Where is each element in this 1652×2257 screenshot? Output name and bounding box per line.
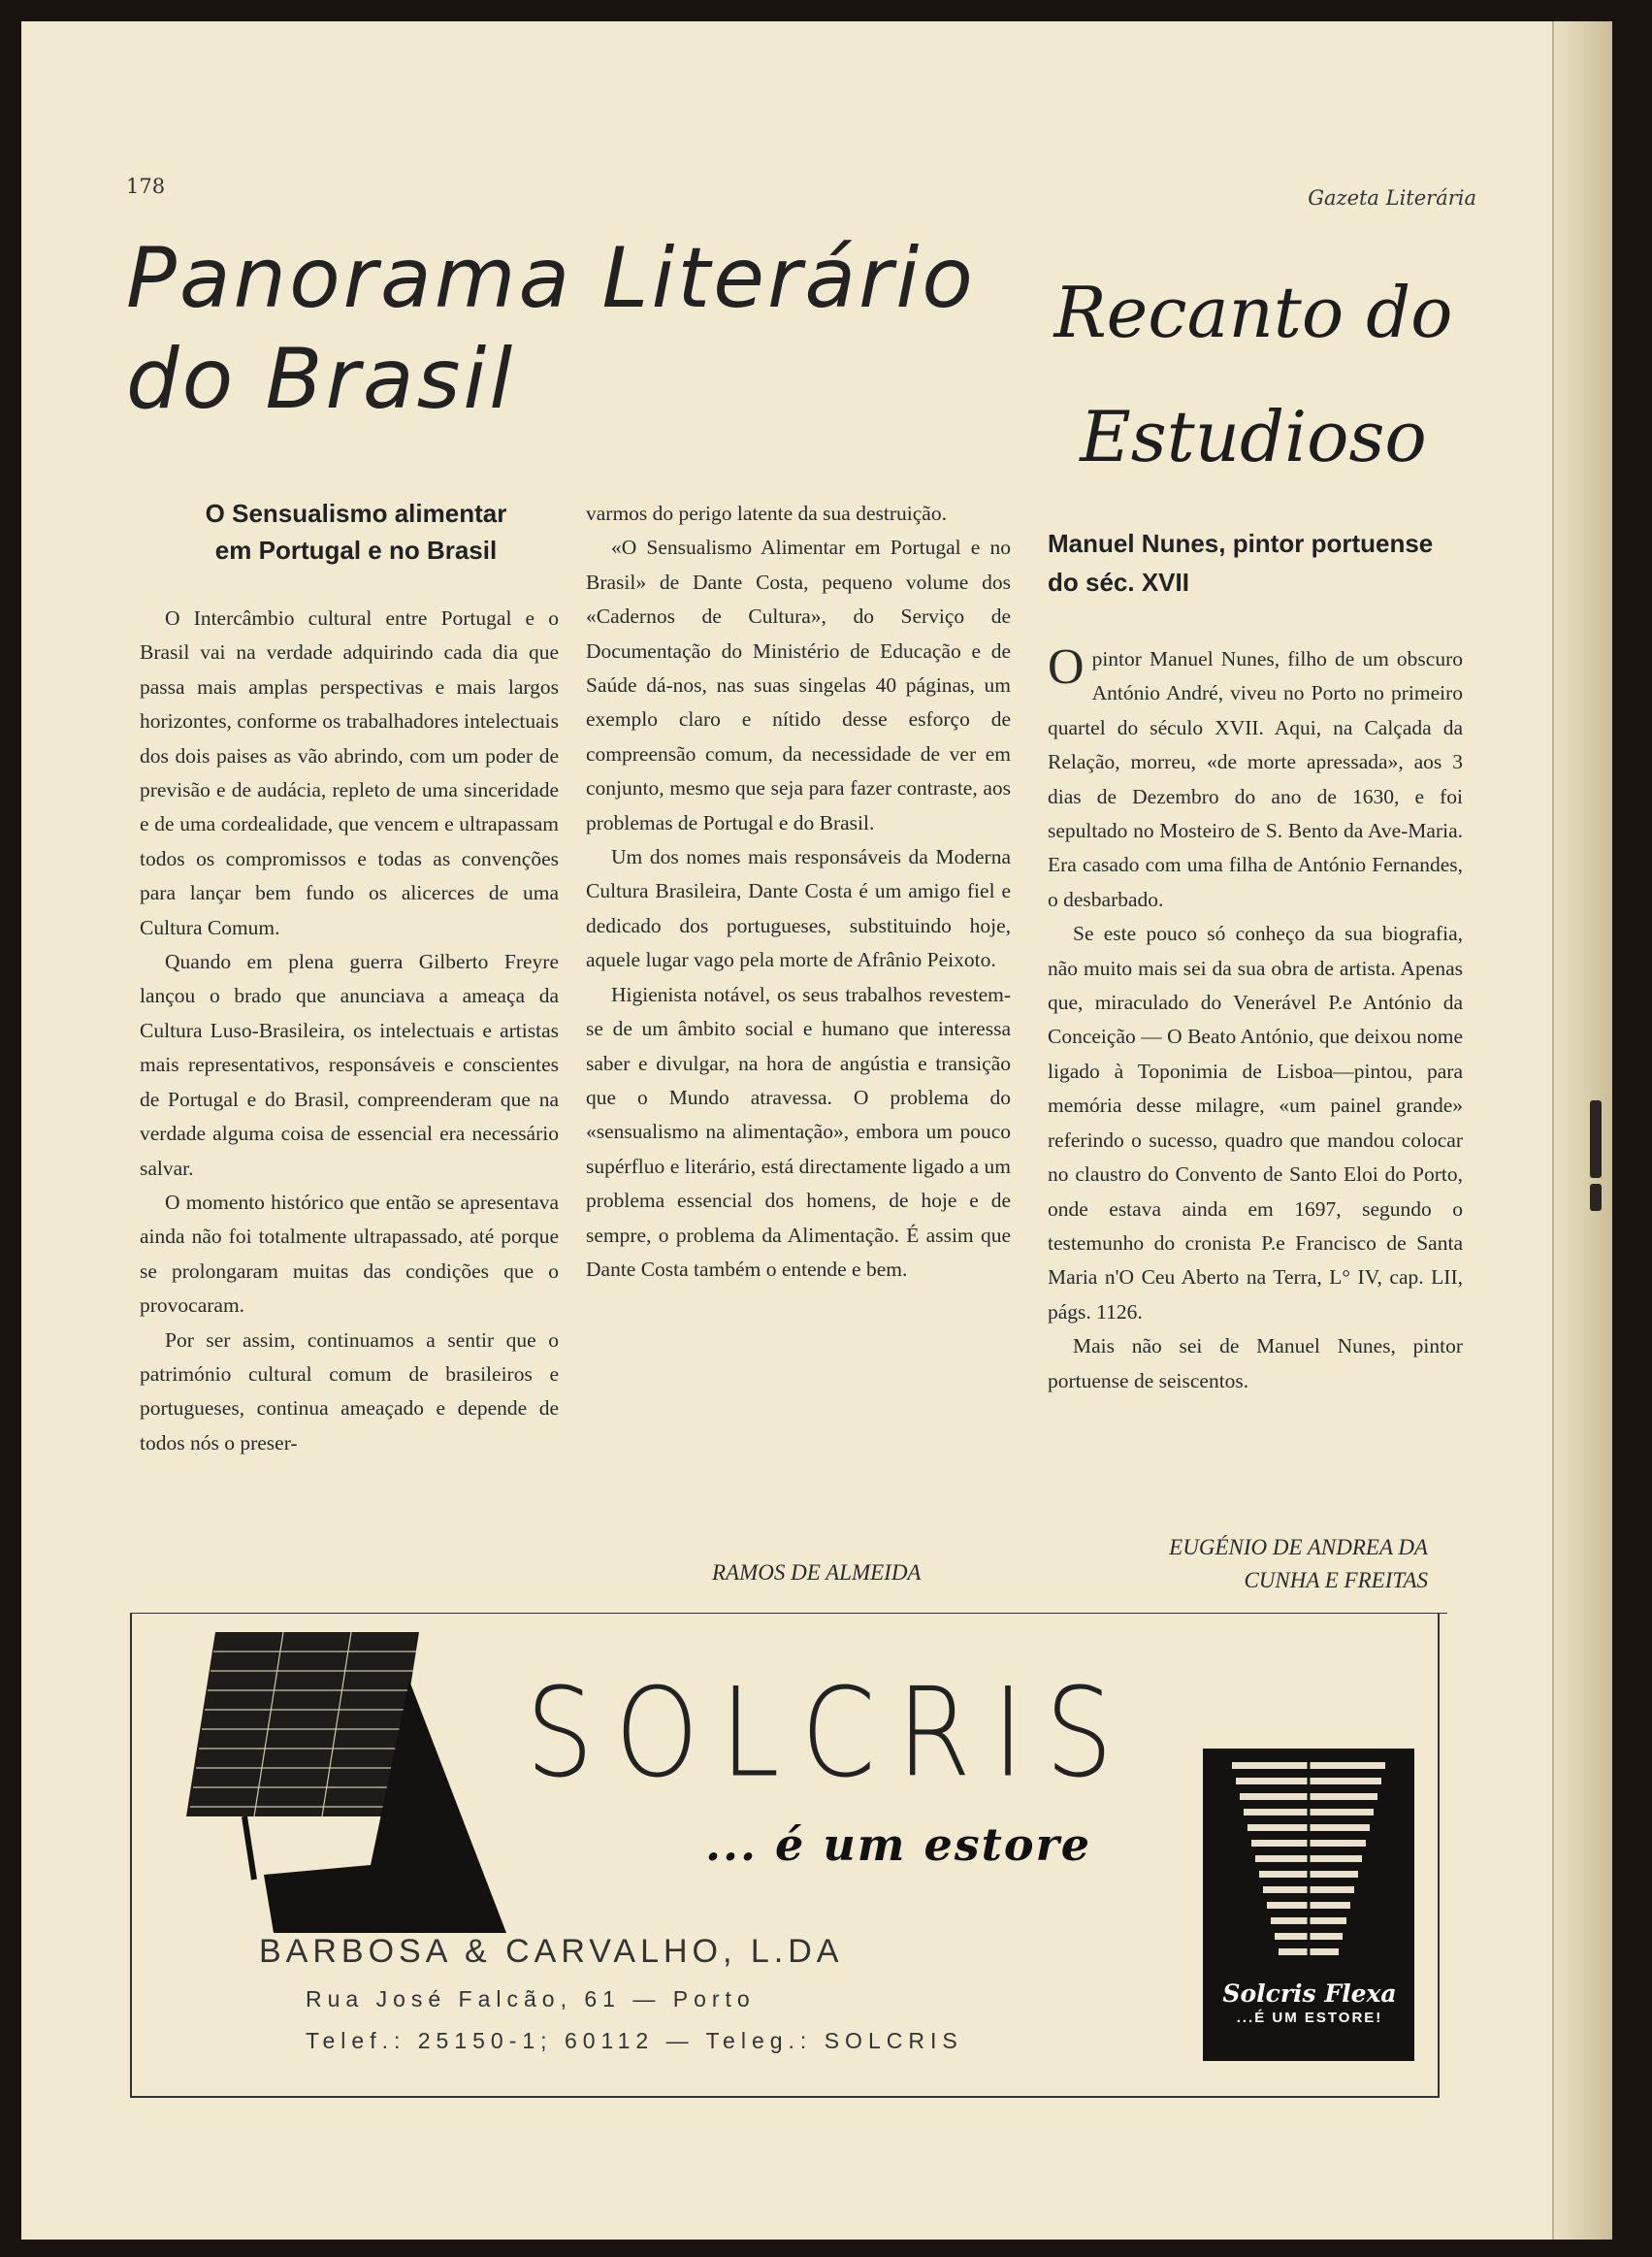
page-spine — [1552, 21, 1612, 2240]
text-column-3 — [1048, 639, 1463, 1398]
column-title — [1025, 250, 1481, 499]
article-subtitle — [147, 495, 565, 569]
subtitle-line: do séc. XVII — [1048, 568, 1189, 597]
paragraph: Higienista notável, os seus trabalhos revestem-se de um âmbito social e humano que interessa saber e divulgar, na hora de angústia e transição que o Mundo atravessa. O problema do «sensualismo na alimentação», embora um pouco supérfluo e literário, está directamente ligado a um problema essencial dos homens, de hoje e de sempre, o problema da Alimentação. É assim que Dante Costa também o entende e bem. — [586, 982, 1011, 1281]
paragraph: varmos do perigo latente da sua destruição. — [586, 502, 947, 525]
paragraph: «O Sensualismo Alimentar em Portugal e no Brasil» de Dante Costa, pequeno volume dos «Cadernos de Cultura», do Serviço de Documentação do Ministério de Educação e de Saúde dá-nos, nas suas singelas 40 páginas, um exemplo claro e nítido desse esforço de compreensão comum, da necessidade de ver em conjunto, mesmo que seja para fazer contraste, aos problemas de Portugal e do Brasil. — [586, 536, 1011, 834]
company-address: Rua José Falcão, 61 — Porto — [306, 1986, 756, 2012]
product-tag: ...É UM ESTORE! — [1236, 2010, 1383, 2026]
product-name: Solcris Flexa — [1222, 1979, 1397, 2008]
brand-logo: SOLCRIS — [526, 1661, 1135, 1805]
paragraph — [1048, 639, 1463, 917]
paragraph: Mais não sei de Manuel Nunes, pintor portuense de seiscentos. — [1048, 1334, 1463, 1392]
awning-illustration-icon — [177, 1622, 506, 1933]
paragraph: Por ser assim, continuamos a sentir que o património cultural comum de brasileiros e portugueses, continua ameaçado e depende de todos nós o preser- — [140, 1327, 559, 1455]
signature-line: CUNHA E FREITAS — [1244, 1568, 1428, 1592]
title-line: Estudioso — [1080, 396, 1427, 477]
text-column-2 — [586, 497, 1011, 1287]
company-name: BARBOSA & CARVALHO, L.DA — [259, 1933, 844, 1970]
magazine-page — [21, 21, 1612, 2240]
page-header — [126, 157, 1476, 210]
paragraph: Um dos nomes mais responsáveis da Moderna Cultura Brasileira, Dante Costa é um amigo fiel e dedicado dos portugueses, substituindo hoje, aquele lugar vago pela morte de Afrânio Peixoto. — [586, 845, 1011, 972]
title-line: Panorama Literário — [126, 230, 976, 327]
signature-line: EUGÉNIO DE ANDREA DA — [1169, 1535, 1428, 1559]
binding-clip — [1590, 1184, 1602, 1211]
paragraph-text: pintor Manuel Nunes, filho de um obscuro António André, viveu no Porto no primeiro quartel do século XVII. Aqui, na Calçada da Relação, morreu, «de morte apressada», aos 3 dias de Dezembro do ano de 1630, e foi sepultado no Mosteiro de S. Bento da Ave-Maria. Era casado com uma filha de António Fernandes, o desbarbado. — [1048, 647, 1463, 911]
running-title: Gazeta Literária — [1308, 186, 1476, 210]
paragraph: Se este pouco só conheço da sua biografia, não muito mais sei da sua obra de artista. Apenas que, miraculado do Venerável P.e António da Conceição — O Beato António, que deixou nome ligado à Toponimia de Lisboa—pintou, para memória desse milagre, «um painel grande» referindo o sucesso, quadro que mandou colocar no claustro do Convento de Santo Eloi do Porto, onde estava ainda em 1697, segundo o testemunho do cronista P.e Francisco de Santa Maria n'O Ceu Aberto na Terra, L° IV, cap. LII, págs. 1126. — [1048, 922, 1463, 1324]
subtitle-line: Manuel Nunes, pintor portuense — [1048, 529, 1434, 558]
product-label — [1209, 1979, 1410, 2026]
text-column-1 — [140, 602, 559, 1460]
ad-tagline: ... é um estore — [705, 1818, 1092, 1871]
paragraph: O Intercâmbio cultural entre Portugal e o Brasil vai na verdade adquirindo cada dia que passa mais amplas perspectivas e mais largos horizontes, conforme os trabalhadores intelectuais dos dois paises as vão abrindo, com um poder de previsão e de audácia, repleto de uma sinceridade e de uma cordealidade, que vencem e ultrapassam todos os compromissos e todas as convenções para lançar bem fundo os alicerces de uma Cultura Comum. — [140, 606, 559, 939]
subtitle-line: em Portugal e no Brasil — [214, 536, 498, 565]
paragraph: Quando em plena guerra Gilberto Freyre lançou o brado que anunciava a ameaça da Cultura Luso-Brasileira, os intelectuais e artistas mais representativos, responsáveis e conscientes de Portugal e do Brasil, compreenderam que na verdade alguma coisa de essencial era necessário salvar. — [140, 950, 559, 1180]
page-number: 178 — [126, 175, 166, 198]
company-phone: Telef.: 25150-1; 60112 — Teleg.: SOLCRIS — [306, 2028, 963, 2053]
title-line: do Brasil — [126, 331, 516, 428]
column-subtitle — [1048, 524, 1474, 602]
binding-clip — [1590, 1100, 1602, 1178]
title-line: Recanto do — [1053, 272, 1453, 353]
paragraph: O momento histórico que então se apresentava ainda não foi totalmente ultrapassado, até porque se prolongaram muitas das condições que o provocaram. — [140, 1190, 559, 1318]
subtitle-line: O Sensualismo alimentar — [205, 499, 507, 528]
drop-cap: O — [1048, 639, 1085, 695]
author-signature — [1030, 1531, 1428, 1597]
author-signature: RAMOS DE ALMEIDA — [712, 1560, 922, 1585]
article-title — [126, 228, 980, 430]
